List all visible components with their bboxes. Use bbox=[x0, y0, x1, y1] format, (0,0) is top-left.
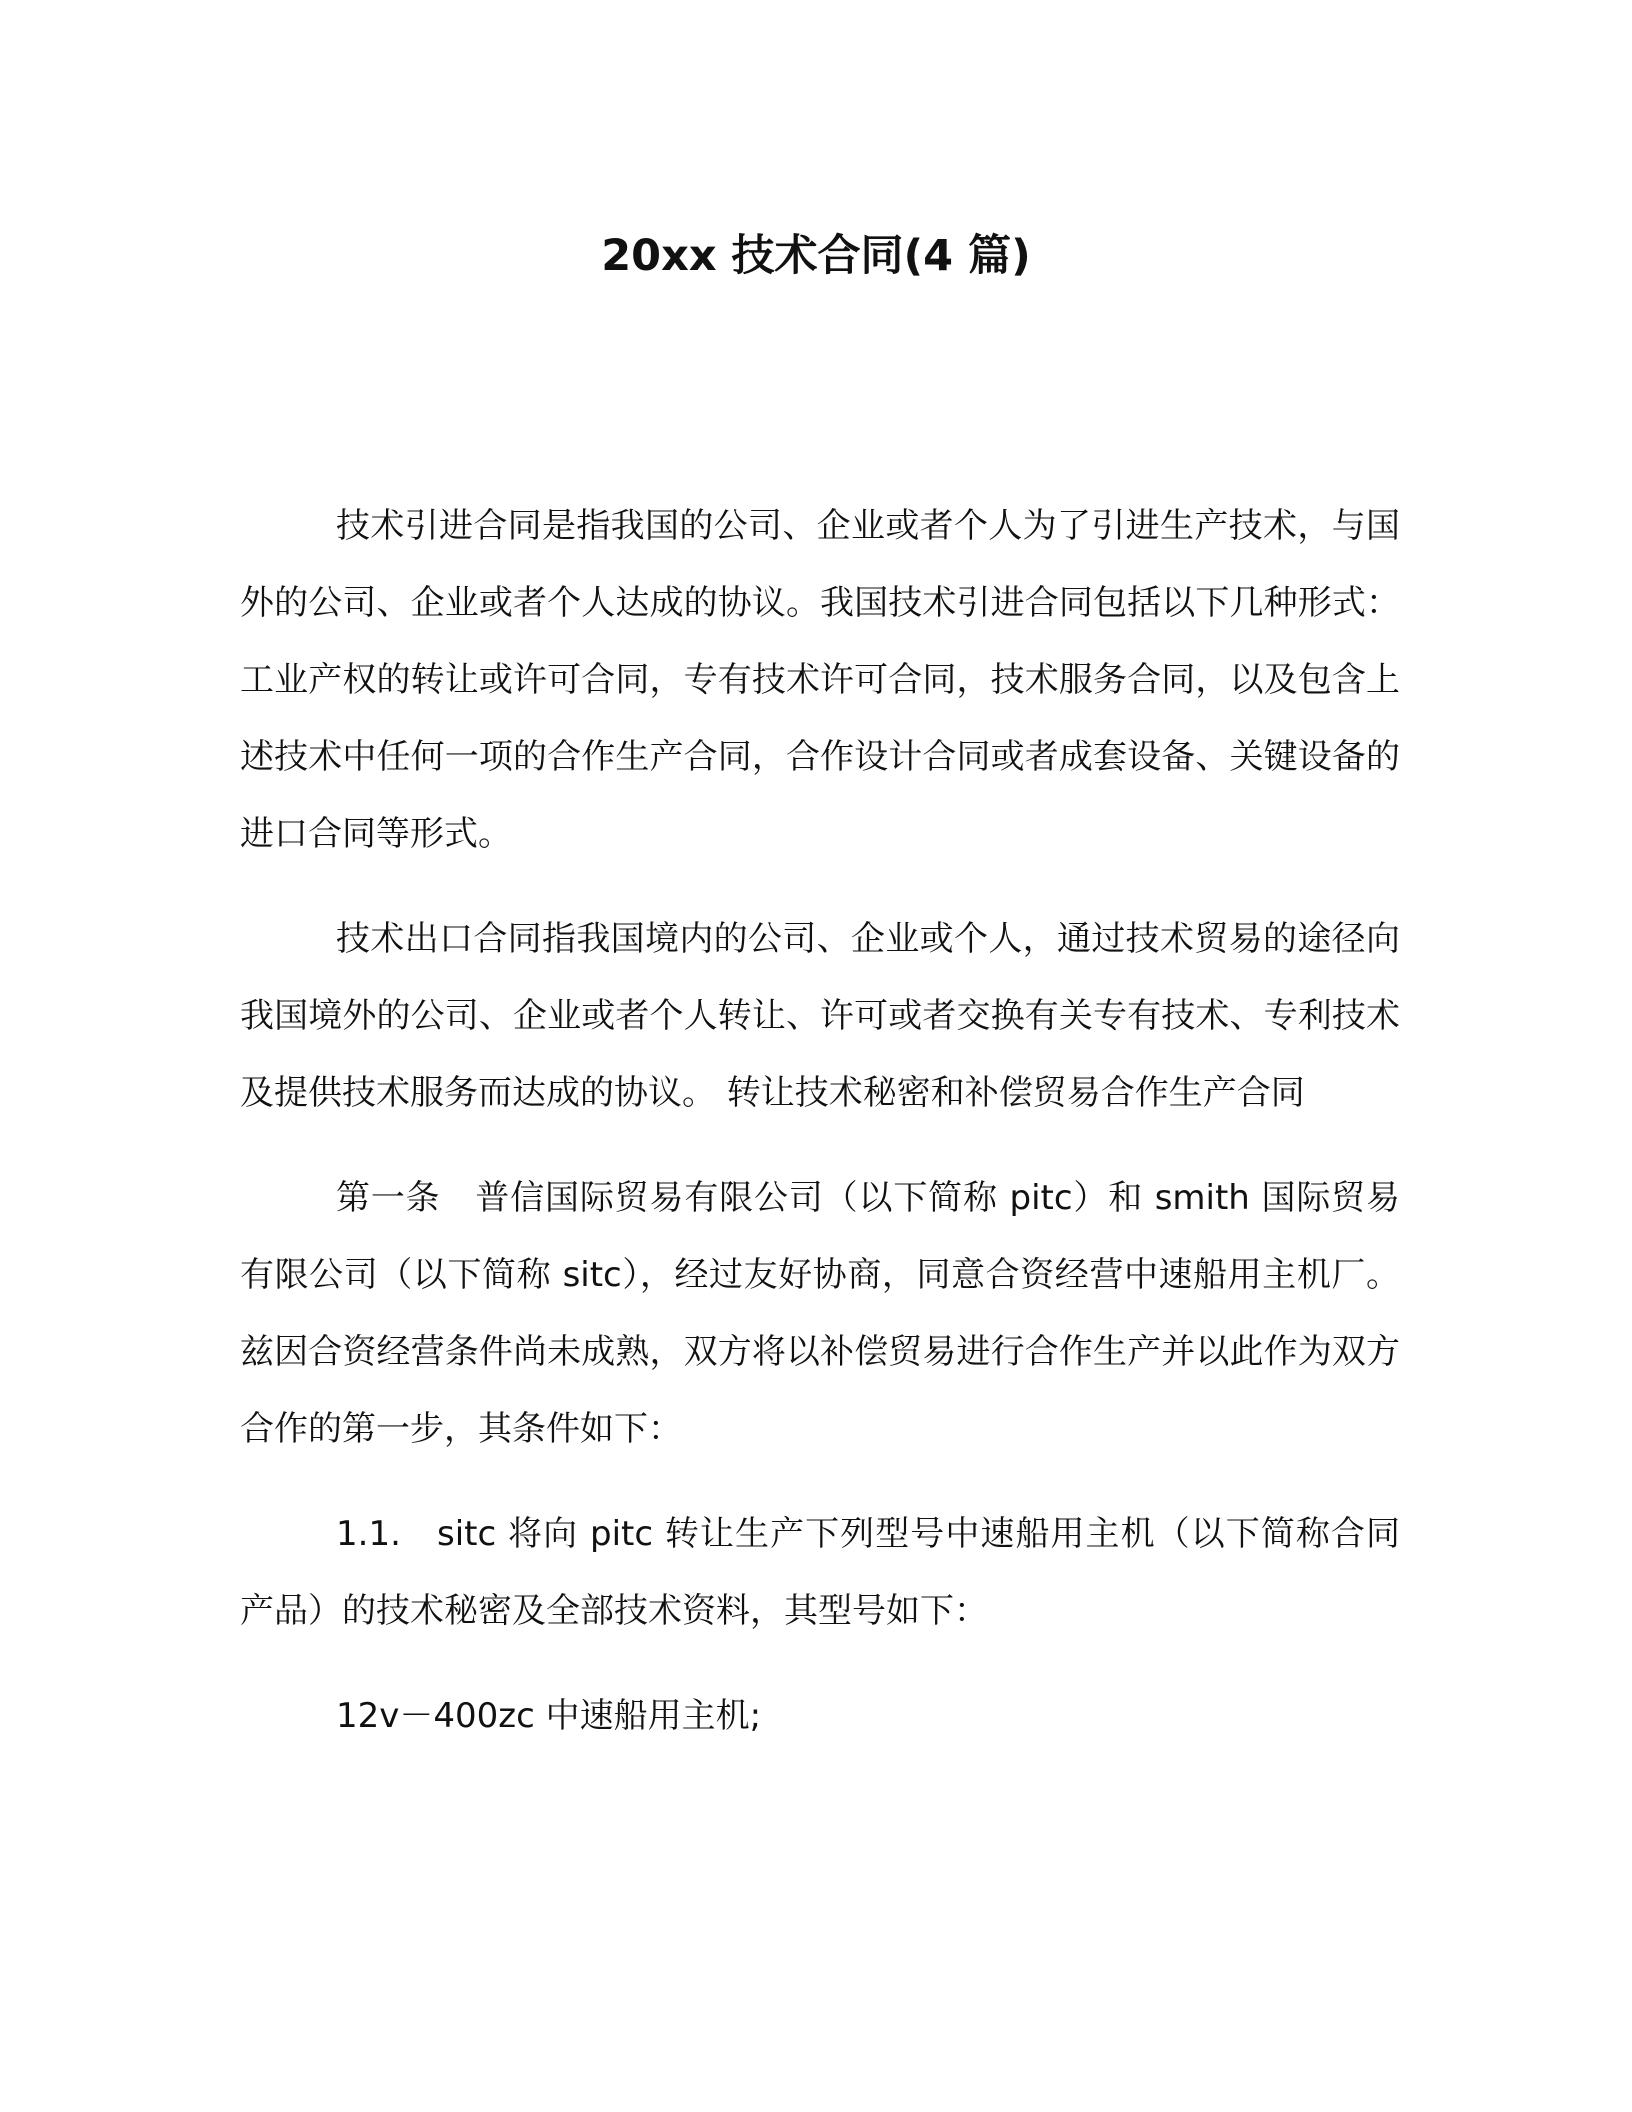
paragraph-model-number: 12v－400zc 中速船用主机; bbox=[336, 1696, 762, 1736]
paragraph-spacer bbox=[240, 1468, 1400, 1496]
document-title: 20xx 技术合同(4 篇) bbox=[601, 231, 1031, 281]
document-body bbox=[240, 488, 1400, 1755]
paragraph-clause-1-1: 1.1. sitc 将向 pitc 转让生产下列型号中速船用主机（以下简称合同产品）的技术秘密及全部技术资料，其型号如下： bbox=[240, 1514, 1400, 1631]
paragraph-spacer bbox=[240, 1650, 1400, 1678]
paragraph-intro-import: 技术引进合同是指我国的公司、企业或者个人为了引进生产技术，与国外的公司、企业或者个人达成的协议。我国技术引进合同包括以下几种形式：工业产权的转让或许可合同，专有技术许可合同，技术服务合同，以及包含上述技术中任何一项的合作生产合同，合作设计合同或者成套设备、关键设备的进口合同等形式。 bbox=[240, 506, 1400, 854]
paragraph-article-one: 第一条 普信国际贸易有限公司（以下简称 pitc）和 smith 国际贸易有限公司（以下简称 sitc），经过友好协商，同意合资经营中速船用主机厂。兹因合资经营条件尚未成熟，双方将以补偿贸易进行合作生产并以此作为双方合作的第一步，其条件如下： bbox=[240, 1178, 1400, 1449]
paragraph-spacer bbox=[240, 873, 1400, 901]
paragraph-spacer bbox=[240, 1132, 1400, 1160]
paragraph-intro-export: 技术出口合同指我国境内的公司、企业或个人，通过技术贸易的途径向我国境外的公司、企业或者个人转让、许可或者交换有关专有技术、专利技术及提供技术服务而达成的协议。 转让技术秘密和补偿贸易合作生产合同 bbox=[240, 919, 1400, 1113]
